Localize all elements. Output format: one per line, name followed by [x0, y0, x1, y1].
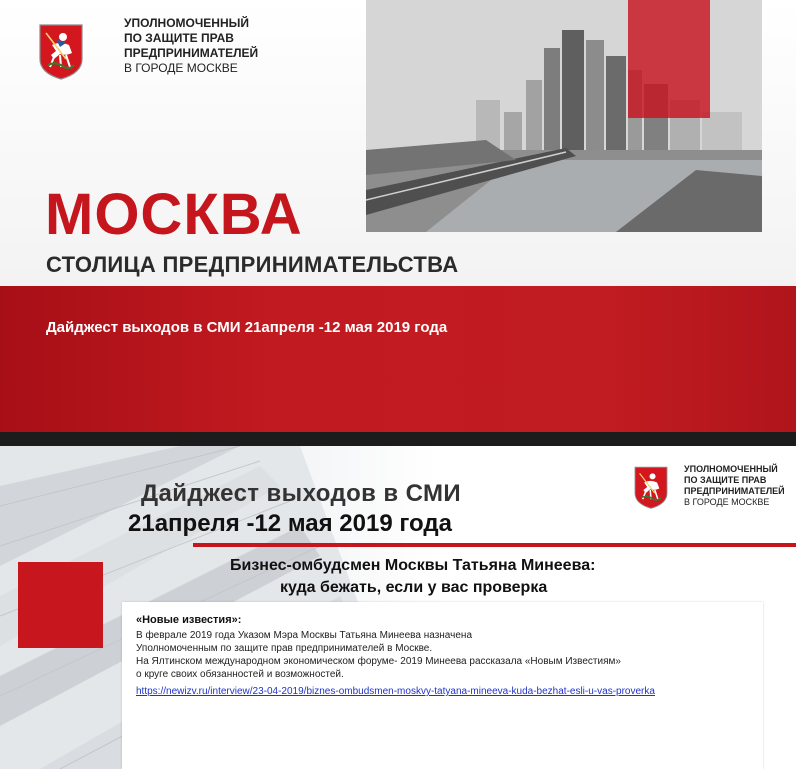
decorative-red-square — [628, 0, 710, 118]
decorative-red-square — [18, 562, 103, 648]
article-headline-line-2: куда бежать, если у вас проверка — [280, 579, 548, 596]
article-text-line: В феврале 2019 года Указом Мэра Москвы Татьяна Минеева назначена — [136, 630, 473, 641]
article-source: «Новые известия»: — [136, 614, 242, 626]
moscow-coat-of-arms-icon — [632, 462, 670, 512]
slide-divider — [0, 432, 796, 446]
red-underline — [193, 543, 796, 547]
org-line-2: ПО ЗАЩИТЕ ПРАВ — [124, 31, 234, 45]
article-text-line: Уполномоченным по защите прав предпринимателей в Москве. — [136, 643, 433, 654]
article-summary-box — [122, 602, 763, 769]
digest-banner — [0, 286, 796, 432]
org-line-1: УПОЛНОМОЧЕННЫЙ — [684, 464, 778, 474]
digest-title: Дайджест выходов в СМИ — [141, 480, 462, 507]
digest-slide — [0, 446, 796, 769]
article-text-line: о круге своих обязанностей и возможностей. — [136, 669, 344, 680]
org-line-1: УПОЛНОМОЧЕННЫЙ — [124, 16, 250, 30]
ombudsman-org-name — [684, 464, 785, 508]
article-headline-line-1: Бизнес-омбудсмен Москвы Татьяна Минеева: — [230, 557, 596, 574]
org-line-3: ПРЕДПРИНИМАТЕЛЕЙ — [124, 46, 259, 60]
org-line-3: ПРЕДПРИНИМАТЕЛЕЙ — [684, 486, 785, 496]
org-line-4: В ГОРОДЕ МОСКВЕ — [124, 61, 238, 75]
ombudsman-org-name — [124, 16, 258, 76]
moscow-coat-of-arms-icon — [36, 10, 86, 92]
org-line-4: В ГОРОДЕ МОСКВЕ — [684, 497, 770, 507]
org-line-2: ПО ЗАЩИТЕ ПРАВ — [684, 475, 767, 485]
slide-title: МОСКВА — [45, 182, 303, 247]
article-text-line: На Ялтинском международном экономическом форуме- 2019 Минеева рассказала «Новым Известиям» — [136, 656, 621, 667]
slide-subtitle: СТОЛИЦА ПРЕДПРИНИМАТЕЛЬСТВА — [46, 252, 459, 277]
digest-period-text: Дайджест выходов в СМИ 21апреля -12 мая 2019 года — [46, 319, 448, 336]
digest-period: 21апреля -12 мая 2019 года — [128, 510, 452, 537]
article-link[interactable]: https://newizv.ru/interview/23-04-2019/biznes-ombudsmen-moskvy-tatyana-mineeva-kuda-bezhat-esli-u-vas-proverka — [136, 686, 655, 697]
